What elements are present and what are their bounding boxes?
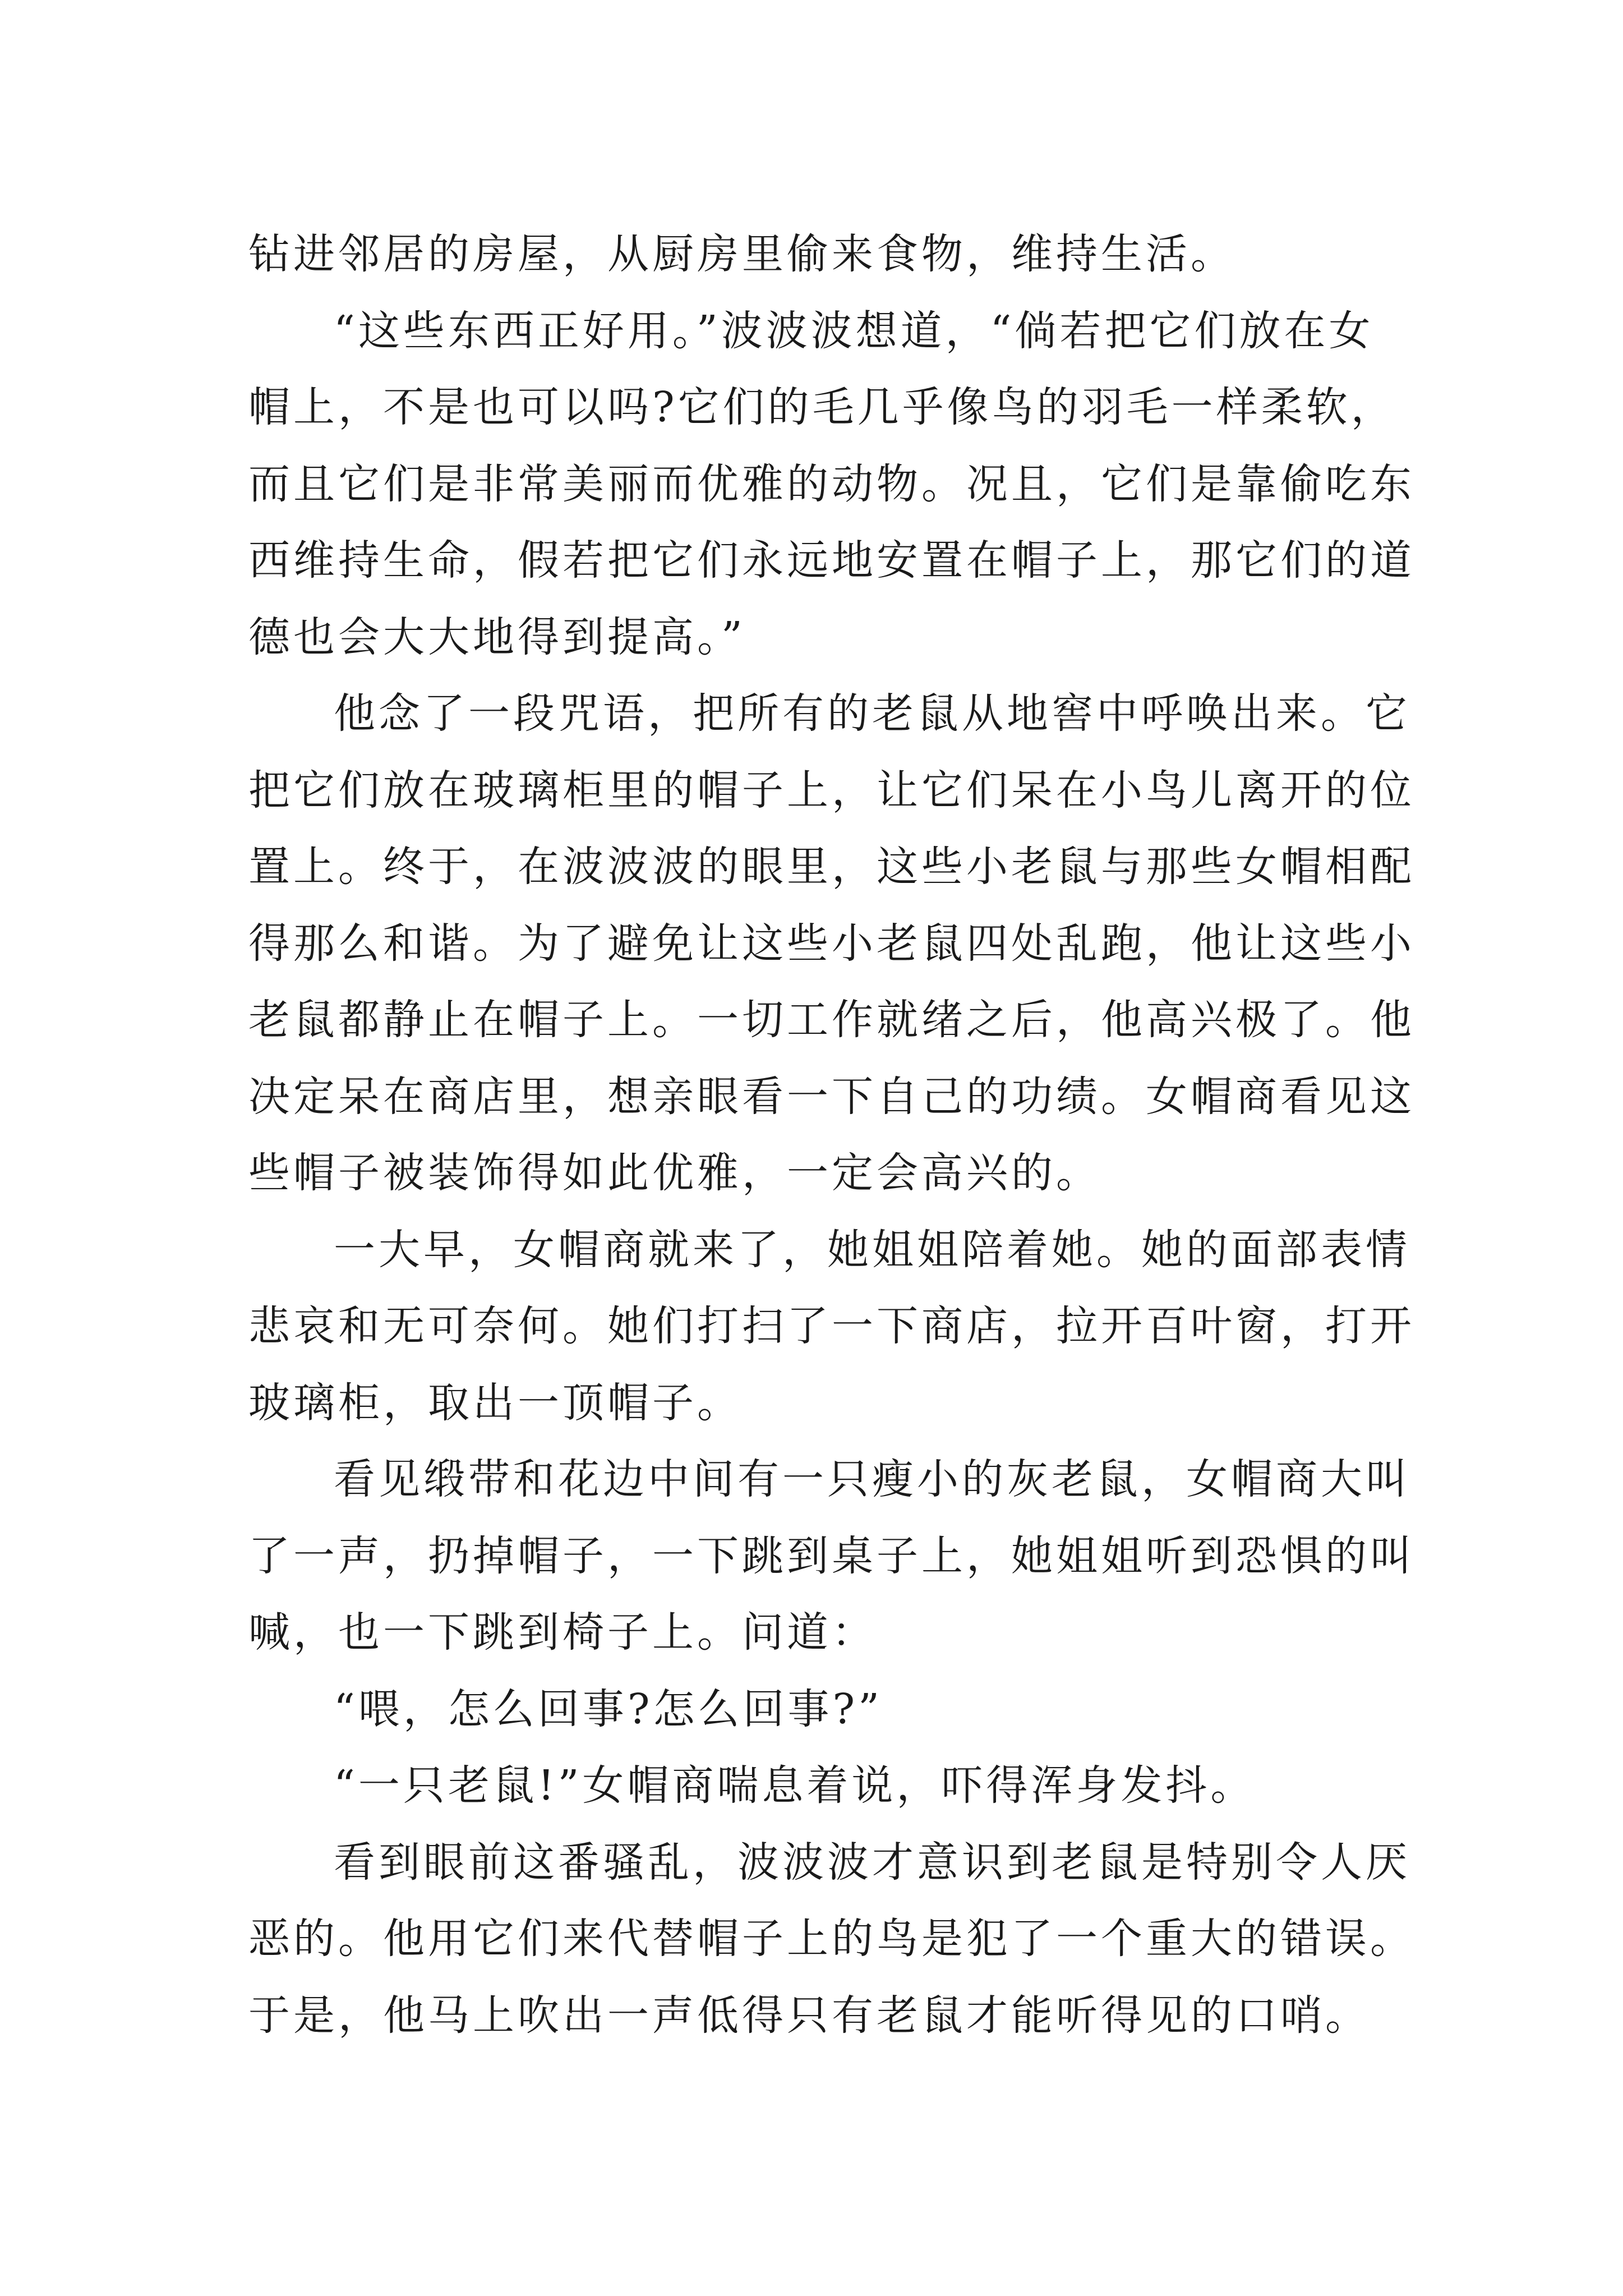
text-line: 一大早，女帽商就来了，她姐姐陪着她。她的面部表情: [334, 1225, 1410, 1274]
text-line: 他念了一段咒语，把所有的老鼠从地窖中呼唤出来。它: [334, 689, 1410, 738]
text-line: 帽上，不是也可以吗?它们的毛几乎像鸟的羽毛一样柔软，: [248, 383, 1396, 431]
text-line: 悲哀和无可奈何。她们打扫了一下商店，拉开百叶窗，打开: [248, 1302, 1415, 1350]
text-line: 些帽子被装饰得如此优雅，一定会高兴的。: [248, 1149, 1101, 1197]
body-text: [248, 216, 1415, 2054]
text-line: 看到眼前这番骚乱，波波波才意识到老鼠是特别令人厌: [334, 1838, 1410, 1887]
text-line: 钻进邻居的房屋，从厨房里偷来食物，维持生活。: [248, 230, 1235, 278]
text-line: 玻璃柜，取出一顶帽子。: [248, 1378, 742, 1427]
text-line: 西维持生命，假若把它们永远地安置在帽子上，那它们的道: [248, 536, 1415, 585]
text-line: 把它们放在玻璃柜里的帽子上，让它们呆在小鸟儿离开的位: [248, 766, 1415, 815]
text-line: 喊，也一下跳到椅子上。问道：: [248, 1608, 877, 1657]
text-line: 决定呆在商店里，想亲眼看一下自己的功绩。女帽商看见这: [248, 1072, 1415, 1121]
text-line: 老鼠都静止在帽子上。一切工作就绪之后，他高兴极了。他: [248, 996, 1415, 1044]
text-line: 德也会大大地得到提高。”: [248, 613, 746, 661]
text-line: “这些东西正好用。”波波波想道，“倘若把它们放在女: [334, 306, 1374, 355]
text-line: 置上。终于，在波波波的眼里，这些小老鼠与那些女帽相配: [248, 843, 1415, 891]
text-line: “一只老鼠!”女帽商喘息着说，吓得浑身发抖。: [334, 1761, 1256, 1810]
text-line: “喂，怎么回事?怎么回事?”: [334, 1685, 883, 1733]
text-line: 了一声，扔掉帽子，一下跳到桌子上，她姐姐听到恐惧的叫: [248, 1531, 1415, 1580]
text-line: 得那么和谐。为了避免让这些小老鼠四处乱跑，他让这些小: [248, 919, 1415, 968]
text-line: 恶的。他用它们来代替帽子上的鸟是犯了一个重大的错误。: [248, 1915, 1415, 1963]
text-line: 于是，他马上吹出一声低得只有老鼠才能听得见的口哨。: [248, 1991, 1370, 2040]
text-line: 而且它们是非常美丽而优雅的动物。况且，它们是靠偷吃东: [248, 459, 1415, 508]
text-line: 看见缎带和花边中间有一只瘦小的灰老鼠，女帽商大叫: [334, 1455, 1410, 1503]
